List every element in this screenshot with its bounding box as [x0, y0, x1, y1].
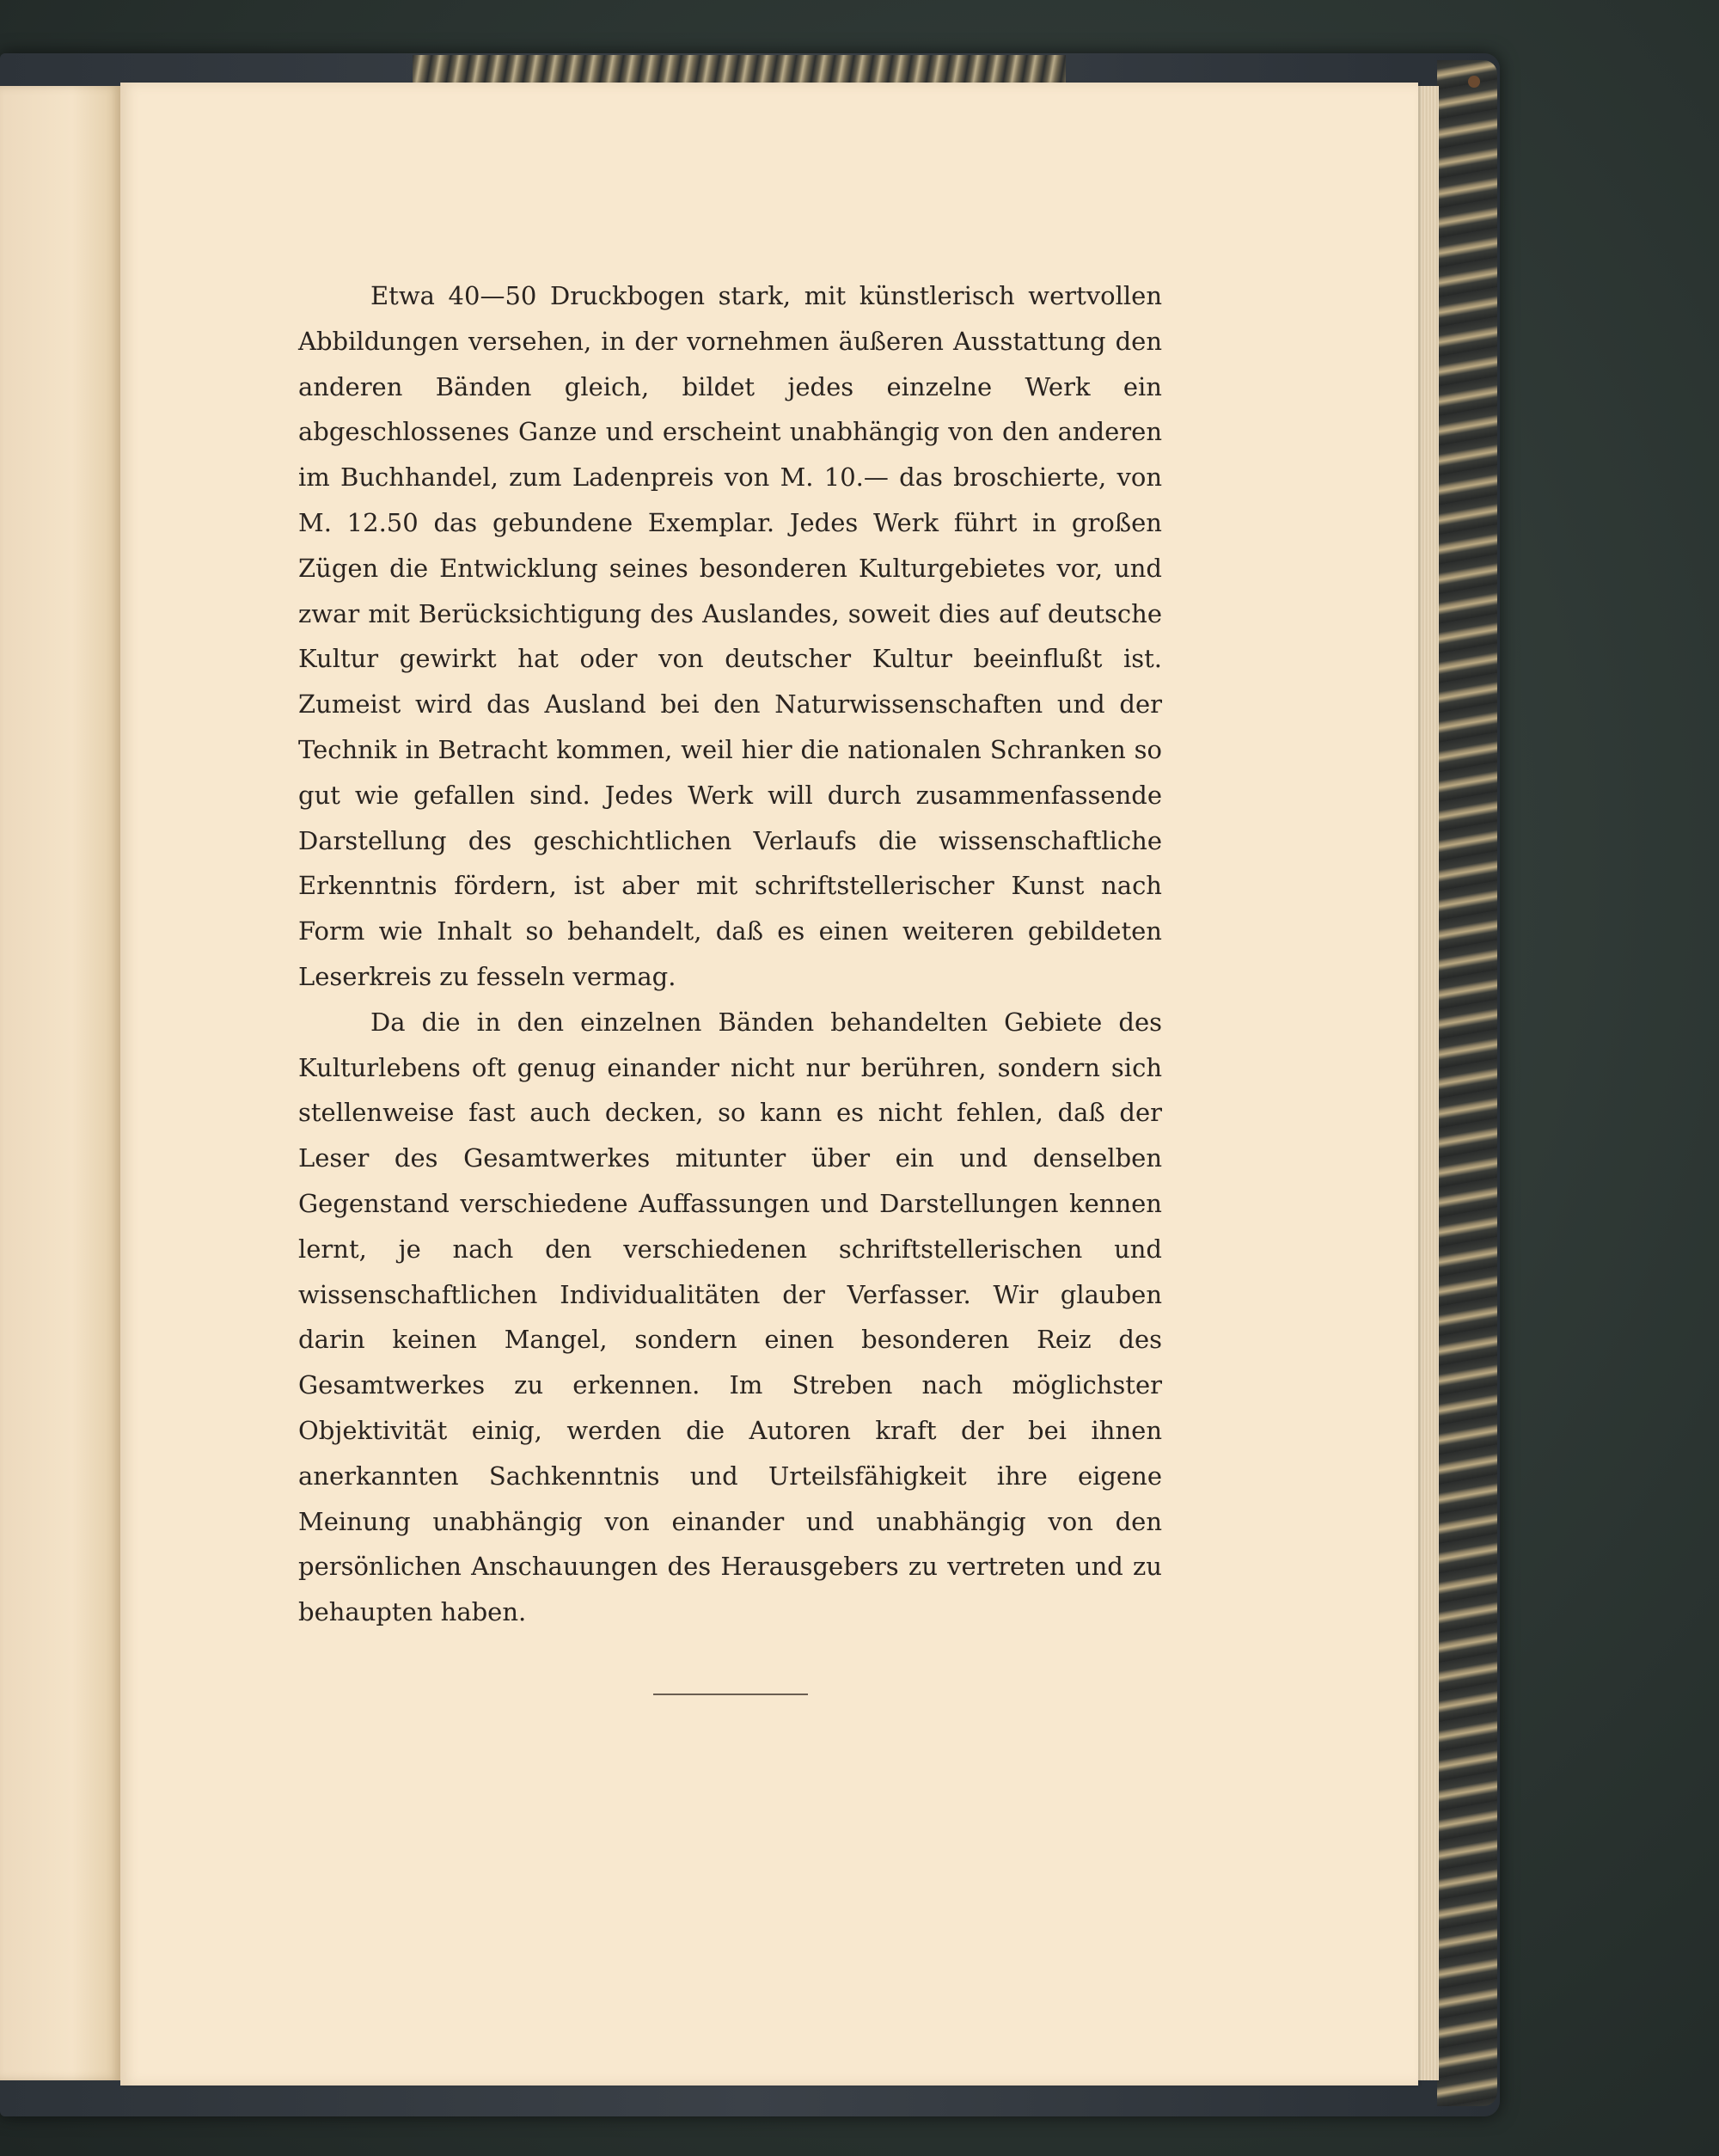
paragraph-2: Da die in den einzelnen Bänden behandelten Gebiete des Kulturlebens oft genug einander nicht nur berühren, sondern sich stellenweise fast auch decken, so kann es nicht fehlen, daß der Leser des Gesamtwerkes mitunter über ein und denselben Gegenstand verschiedene Auffassungen und Darstellungen kennen lernt, je nach den verschiedenen schriftstellerischen und wissenschaftlichen Individualitäten der Verfasser. Wir glauben darin keinen Mangel, sondern einen besonderen Reiz des Gesamtwerkes zu erkennen. Im Streben nach möglichster Objektivität einig, werden die Autoren kraft der bei ihnen anerkannten Sachkenntnis und Urteilsfähigkeit ihre eigene Meinung unabhängig von einander und unabhängig von den persönlichen Anschauungen des Herausgebers zu vertreten und zu behaupten haben.	[298, 1007, 1162, 1627]
closing-rule	[653, 1694, 808, 1695]
body-text	[298, 273, 1162, 1635]
marbled-edge-right	[1437, 60, 1497, 2106]
left-page	[0, 86, 120, 2080]
page-stack-edge	[1415, 86, 1439, 2080]
corner-tack	[1468, 76, 1480, 88]
paragraph-1: Etwa 40—50 Druckbogen stark, mit künstlerisch wertvollen Abbildungen versehen, in der vornehmen äußeren Ausstattung den anderen Bänden gleich, bildet jedes einzelne Werk ein abgeschlossenes Ganze und erscheint unabhängig von den anderen im Buchhandel, zum Ladenpreis von M. 10.— das broschierte, von M. 12.50 das gebundene Exemplar. Jedes Werk führt in großen Zügen die Entwicklung seines besonderen Kulturgebietes vor, und zwar mit Berücksichtigung des Auslandes, soweit dies auf deutsche Kultur gewirkt hat oder von deutscher Kultur beeinflußt ist. Zumeist wird das Ausland bei den Naturwissenschaften und der Technik in Betracht kommen, weil hier die nationalen Schranken so gut wie gefallen sind. Jedes Werk will durch zusammenfassende Darstellung des geschichtlichen Verlaufs die wissenschaftliche Erkenntnis fördern, ist aber mit schriftstellerischer Kunst nach Form wie Inhalt so behandelt, daß es einen weiteren gebildeten Leserkreis zu fesseln vermag.	[298, 281, 1162, 991]
